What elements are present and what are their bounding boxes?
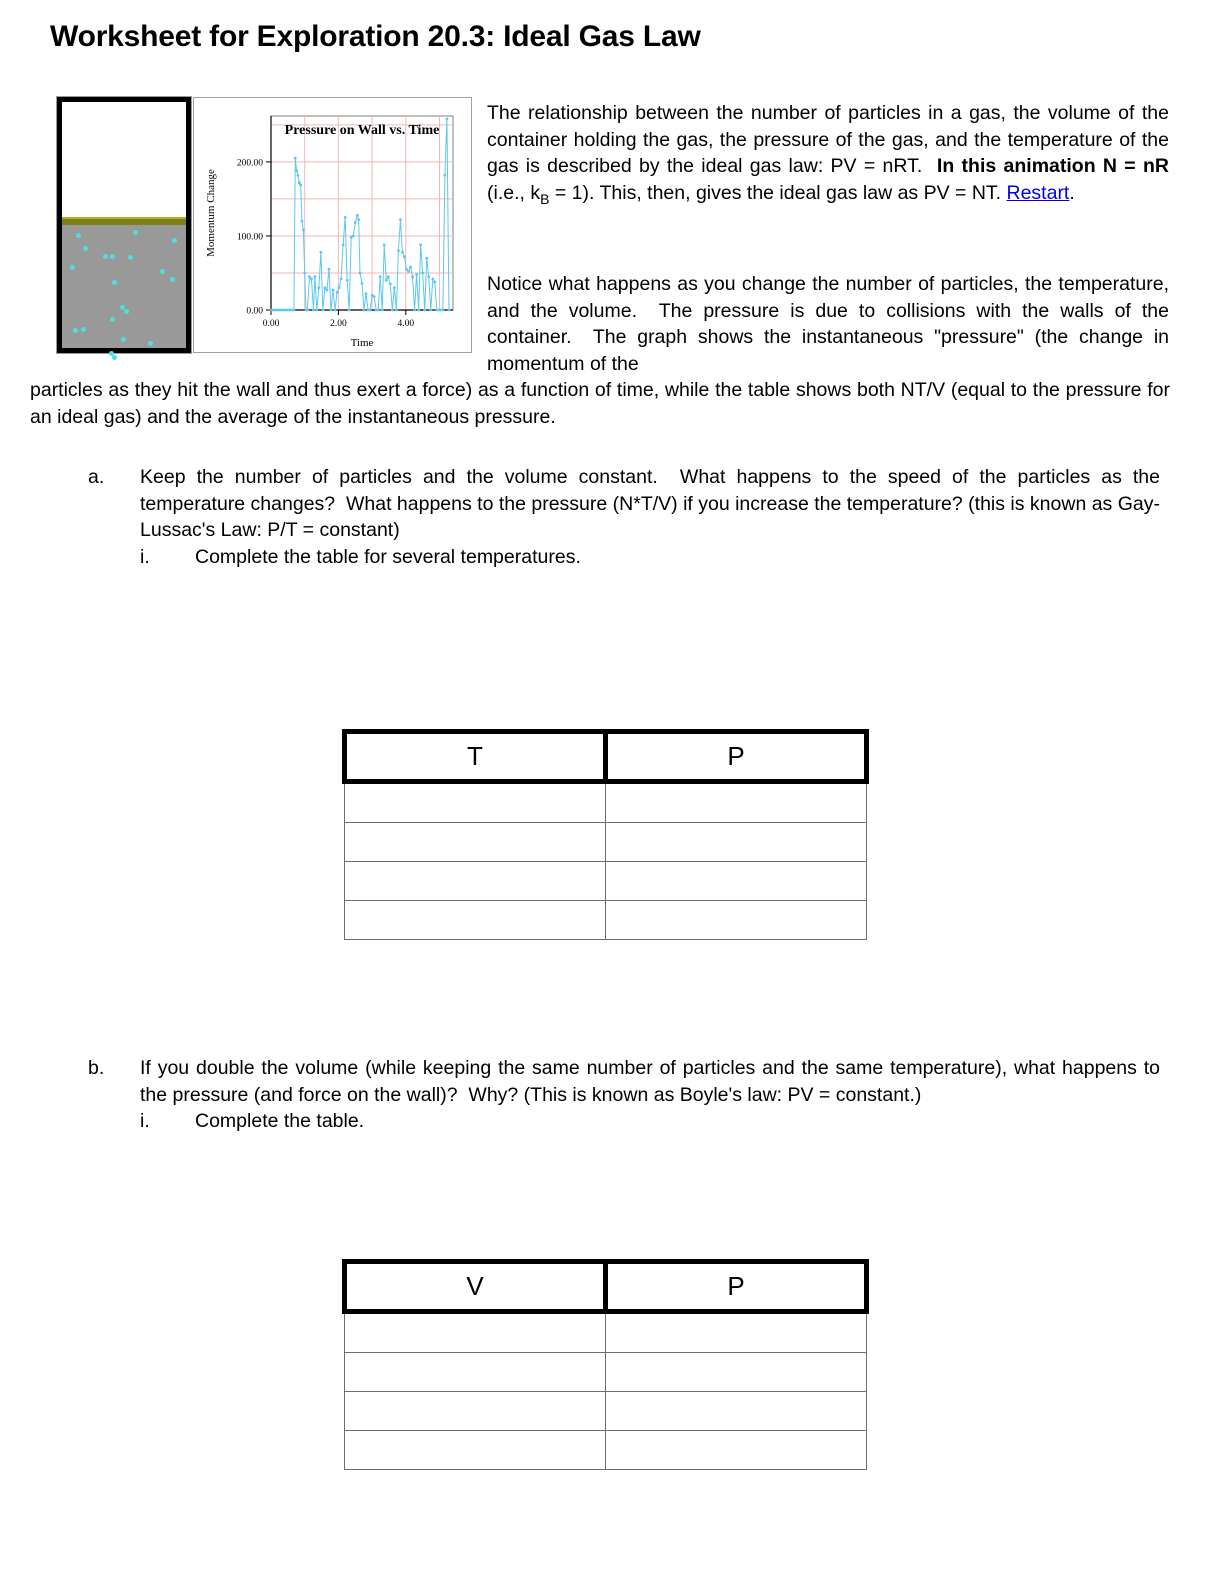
chart-data-point — [419, 243, 422, 246]
gas-particle — [121, 337, 126, 342]
chart-data-point — [385, 279, 388, 282]
chart-data-point — [395, 309, 398, 312]
gas-particle — [110, 254, 115, 259]
chart-data-point — [387, 275, 390, 278]
x-tick-label: 4.00 — [397, 319, 415, 329]
gas-particle — [83, 246, 88, 251]
y-tick-label: 100.00 — [236, 232, 263, 243]
pressure-vs-time-chart — [193, 97, 472, 353]
chart-data-point — [377, 309, 380, 312]
intro-text-part3: = 1). This, then, gives the ideal gas law as PV = NT. — [549, 181, 1007, 204]
page-title: Worksheet for Exploration 20.3: Ideal Gas Law — [50, 20, 701, 53]
table-cell[interactable] — [606, 782, 867, 823]
vacuum-region — [62, 102, 186, 217]
chart-data-point — [446, 118, 449, 121]
gas-particle — [172, 238, 177, 243]
gas-particle — [148, 341, 153, 346]
chart-data-point — [444, 174, 447, 177]
table-cell[interactable] — [345, 1431, 606, 1470]
table-cell[interactable] — [606, 823, 867, 862]
chart-data-point — [397, 249, 400, 252]
table-cell[interactable] — [345, 782, 606, 823]
notice-paragraph-continued: particles as they hit the wall and thus exert a force) as a function of time, while the table shows both NT/V (equal to the pressure for an ideal gas) and the average of the instantaneous pressure. — [30, 379, 1170, 428]
chart-data-point — [310, 278, 313, 281]
chart-data-point — [299, 183, 302, 186]
chart-data-point — [441, 309, 444, 312]
table-row[interactable] — [345, 782, 867, 823]
chart-data-point — [293, 309, 296, 312]
column-header-v: V — [345, 1262, 606, 1312]
chart-data-point — [312, 309, 315, 312]
gas-particle — [112, 355, 117, 360]
chart-data-point — [391, 309, 394, 312]
x-tick-label: 0.00 — [262, 319, 280, 329]
volume-pressure-table[interactable] — [342, 1259, 869, 1470]
intro-text-bold: In this animation N = nR — [936, 155, 1169, 177]
chart-data-point — [315, 309, 318, 312]
intro-text-part2: (i.e., k — [487, 181, 541, 204]
table-cell[interactable] — [345, 823, 606, 862]
table-cell[interactable] — [345, 1392, 606, 1431]
chart-data-point — [429, 309, 432, 312]
table-cell[interactable] — [606, 1312, 867, 1353]
chart-data-point — [421, 272, 424, 275]
table-cell[interactable] — [345, 862, 606, 901]
chart-data-point — [389, 283, 392, 286]
gas-particle — [73, 328, 78, 333]
question-b-marker: b. — [88, 1057, 105, 1079]
gas-particle — [124, 309, 129, 314]
question-b-sub-marker: i. — [140, 1110, 150, 1132]
chart-data-point — [346, 279, 349, 282]
y-tick-label: 0.00 — [246, 306, 263, 317]
chart-data-point — [411, 275, 414, 278]
question-a-sub-marker: i. — [140, 545, 150, 568]
chart-data-point — [401, 251, 404, 254]
chart-data-point — [308, 275, 311, 278]
temperature-pressure-table[interactable] — [342, 729, 869, 940]
table-cell[interactable] — [606, 901, 867, 940]
chart-data-point — [399, 218, 402, 221]
gas-region — [62, 225, 186, 348]
physics-applet — [57, 97, 472, 355]
intro-text-tail: . — [1069, 181, 1075, 204]
table-cell[interactable] — [345, 901, 606, 940]
chart-data-point — [433, 280, 436, 283]
question-a-sub-row — [140, 544, 1160, 571]
table-row[interactable] — [345, 901, 867, 940]
chart-y-axis-label: Momentum Change — [205, 169, 217, 257]
chart-data-point — [294, 157, 297, 160]
restart-link[interactable]: Restart — [1006, 181, 1070, 204]
chart-data-point — [413, 309, 416, 312]
chart-data-point — [417, 309, 420, 312]
chart-data-point — [313, 275, 316, 278]
chart-data-point — [348, 309, 351, 312]
question-b-text: If you double the volume (while keeping the same number of particles and the same temperature), what happens to the pressure (and force on the wall)? Why? (This is known as Boyle's law: PV = constant.) — [140, 1057, 1160, 1106]
table-row[interactable] — [345, 1353, 867, 1392]
chart-data-point — [324, 286, 327, 289]
x-tick-label: 2.00 — [330, 319, 347, 329]
y-tick-label: 200.00 — [236, 158, 263, 169]
column-header-t: T — [345, 732, 606, 782]
chart-data-point — [338, 286, 341, 289]
chart-data-point — [357, 218, 360, 221]
chart-data-point — [356, 214, 359, 217]
gas-particle — [76, 233, 81, 238]
chart-data-point — [363, 309, 366, 312]
question-b-row — [88, 1055, 1160, 1108]
gas-particle — [110, 317, 115, 322]
chart-data-point — [344, 216, 347, 219]
gas-container-animation[interactable] — [57, 97, 191, 353]
chart-data-point — [409, 266, 412, 269]
chart-data-point — [361, 282, 364, 285]
chart-data-point — [393, 286, 396, 289]
chart-data-point — [328, 268, 331, 271]
chart-data-point — [352, 235, 355, 238]
chart-data-point — [369, 309, 372, 312]
chart-data-point — [423, 309, 426, 312]
notice-paragraph: Notice what happens as you change the number of particles, the temperature, and the volume. The pressure is due to collisions with the walls of the container. The graph shows the instantaneous "pressure" (the change in momentum of the — [487, 273, 1169, 375]
chart-data-point — [405, 268, 408, 271]
chart-data-point — [425, 257, 428, 260]
table-row[interactable] — [345, 1312, 867, 1353]
chart-data-point — [448, 309, 451, 312]
chart-data-point — [306, 309, 309, 312]
gas-particle — [112, 280, 117, 285]
chart-data-point — [403, 255, 406, 258]
gas-particle — [160, 269, 165, 274]
table-cell[interactable] — [606, 1392, 867, 1431]
chart-data-point — [319, 251, 322, 254]
chart-data-point — [427, 275, 430, 278]
chart-data-point — [295, 169, 298, 172]
chart-data-point — [330, 309, 333, 312]
chart-data-point — [342, 243, 345, 246]
question-a-text: Keep the number of particles and the volume constant. What happens to the speed of the particles as the temperature changes? What happens to the pressure (N*T/V) if you increase the temperature? (this is known as Gay-Lussac's Law: P/T = constant) — [140, 466, 1160, 541]
chart-data-point — [383, 243, 386, 246]
table-header-row — [345, 732, 867, 782]
table-cell[interactable] — [345, 1312, 606, 1353]
chart-data-point — [354, 221, 357, 224]
chart-data-point — [373, 295, 376, 298]
table-row[interactable] — [345, 823, 867, 862]
gas-particle — [70, 265, 75, 270]
question-a-marker: a. — [88, 466, 105, 488]
chart-data-point — [407, 270, 410, 273]
table-header-row — [345, 1262, 867, 1312]
chart-data-point — [340, 278, 343, 281]
boltzmann-subscript: B — [540, 190, 550, 207]
chart-data-point — [301, 220, 304, 223]
table-cell[interactable] — [345, 1353, 606, 1392]
gas-particle — [133, 230, 138, 235]
chart-data-point — [365, 292, 368, 295]
chart-svg — [194, 98, 471, 352]
gas-particle — [103, 254, 108, 259]
chart-data-point — [359, 272, 362, 275]
column-header-p: P — [606, 732, 867, 782]
chart-data-point — [336, 291, 339, 294]
table-cell[interactable] — [606, 862, 867, 901]
chart-data-point — [297, 174, 300, 177]
chart-data-point — [322, 309, 325, 312]
table-cell[interactable] — [606, 1353, 867, 1392]
chart-data-point — [379, 275, 382, 278]
chart-data-point — [334, 309, 337, 312]
chart-data-point — [303, 272, 306, 275]
question-a-sub-text: Complete the table for several temperatures. — [195, 545, 581, 568]
chart-data-point — [332, 289, 335, 292]
chart-data-point — [302, 229, 305, 232]
gas-particle — [170, 277, 175, 282]
chart-title: Pressure on Wall vs. Time — [284, 123, 440, 138]
table-row[interactable] — [345, 862, 867, 901]
chart-data-point — [431, 278, 434, 281]
intro-paragraph — [487, 100, 1169, 212]
chart-data-point — [326, 289, 329, 292]
chart-data-point — [415, 273, 418, 276]
chart-data-point — [381, 309, 384, 312]
chart-x-axis-label: Time — [350, 337, 374, 349]
question-a — [88, 464, 1160, 570]
table-row[interactable] — [345, 1392, 867, 1431]
chart-data-point — [317, 286, 320, 289]
table-row[interactable] — [345, 1431, 867, 1470]
table-cell[interactable] — [606, 1431, 867, 1470]
question-b-sub-row — [140, 1108, 1160, 1135]
intro-text-part1: The relationship between the number of particles in a gas, the volume of the container holding the gas, the pressure of the gas, and the temperature of the gas is described by the ideal gas law: PV = nRT. — [487, 102, 1169, 177]
question-b — [88, 1055, 1160, 1135]
question-a-row — [88, 464, 1160, 544]
question-b-sub-text: Complete the table. — [195, 1110, 365, 1132]
gas-particle — [128, 255, 133, 260]
column-header-p: P — [606, 1262, 867, 1312]
gas-particle — [81, 327, 86, 332]
